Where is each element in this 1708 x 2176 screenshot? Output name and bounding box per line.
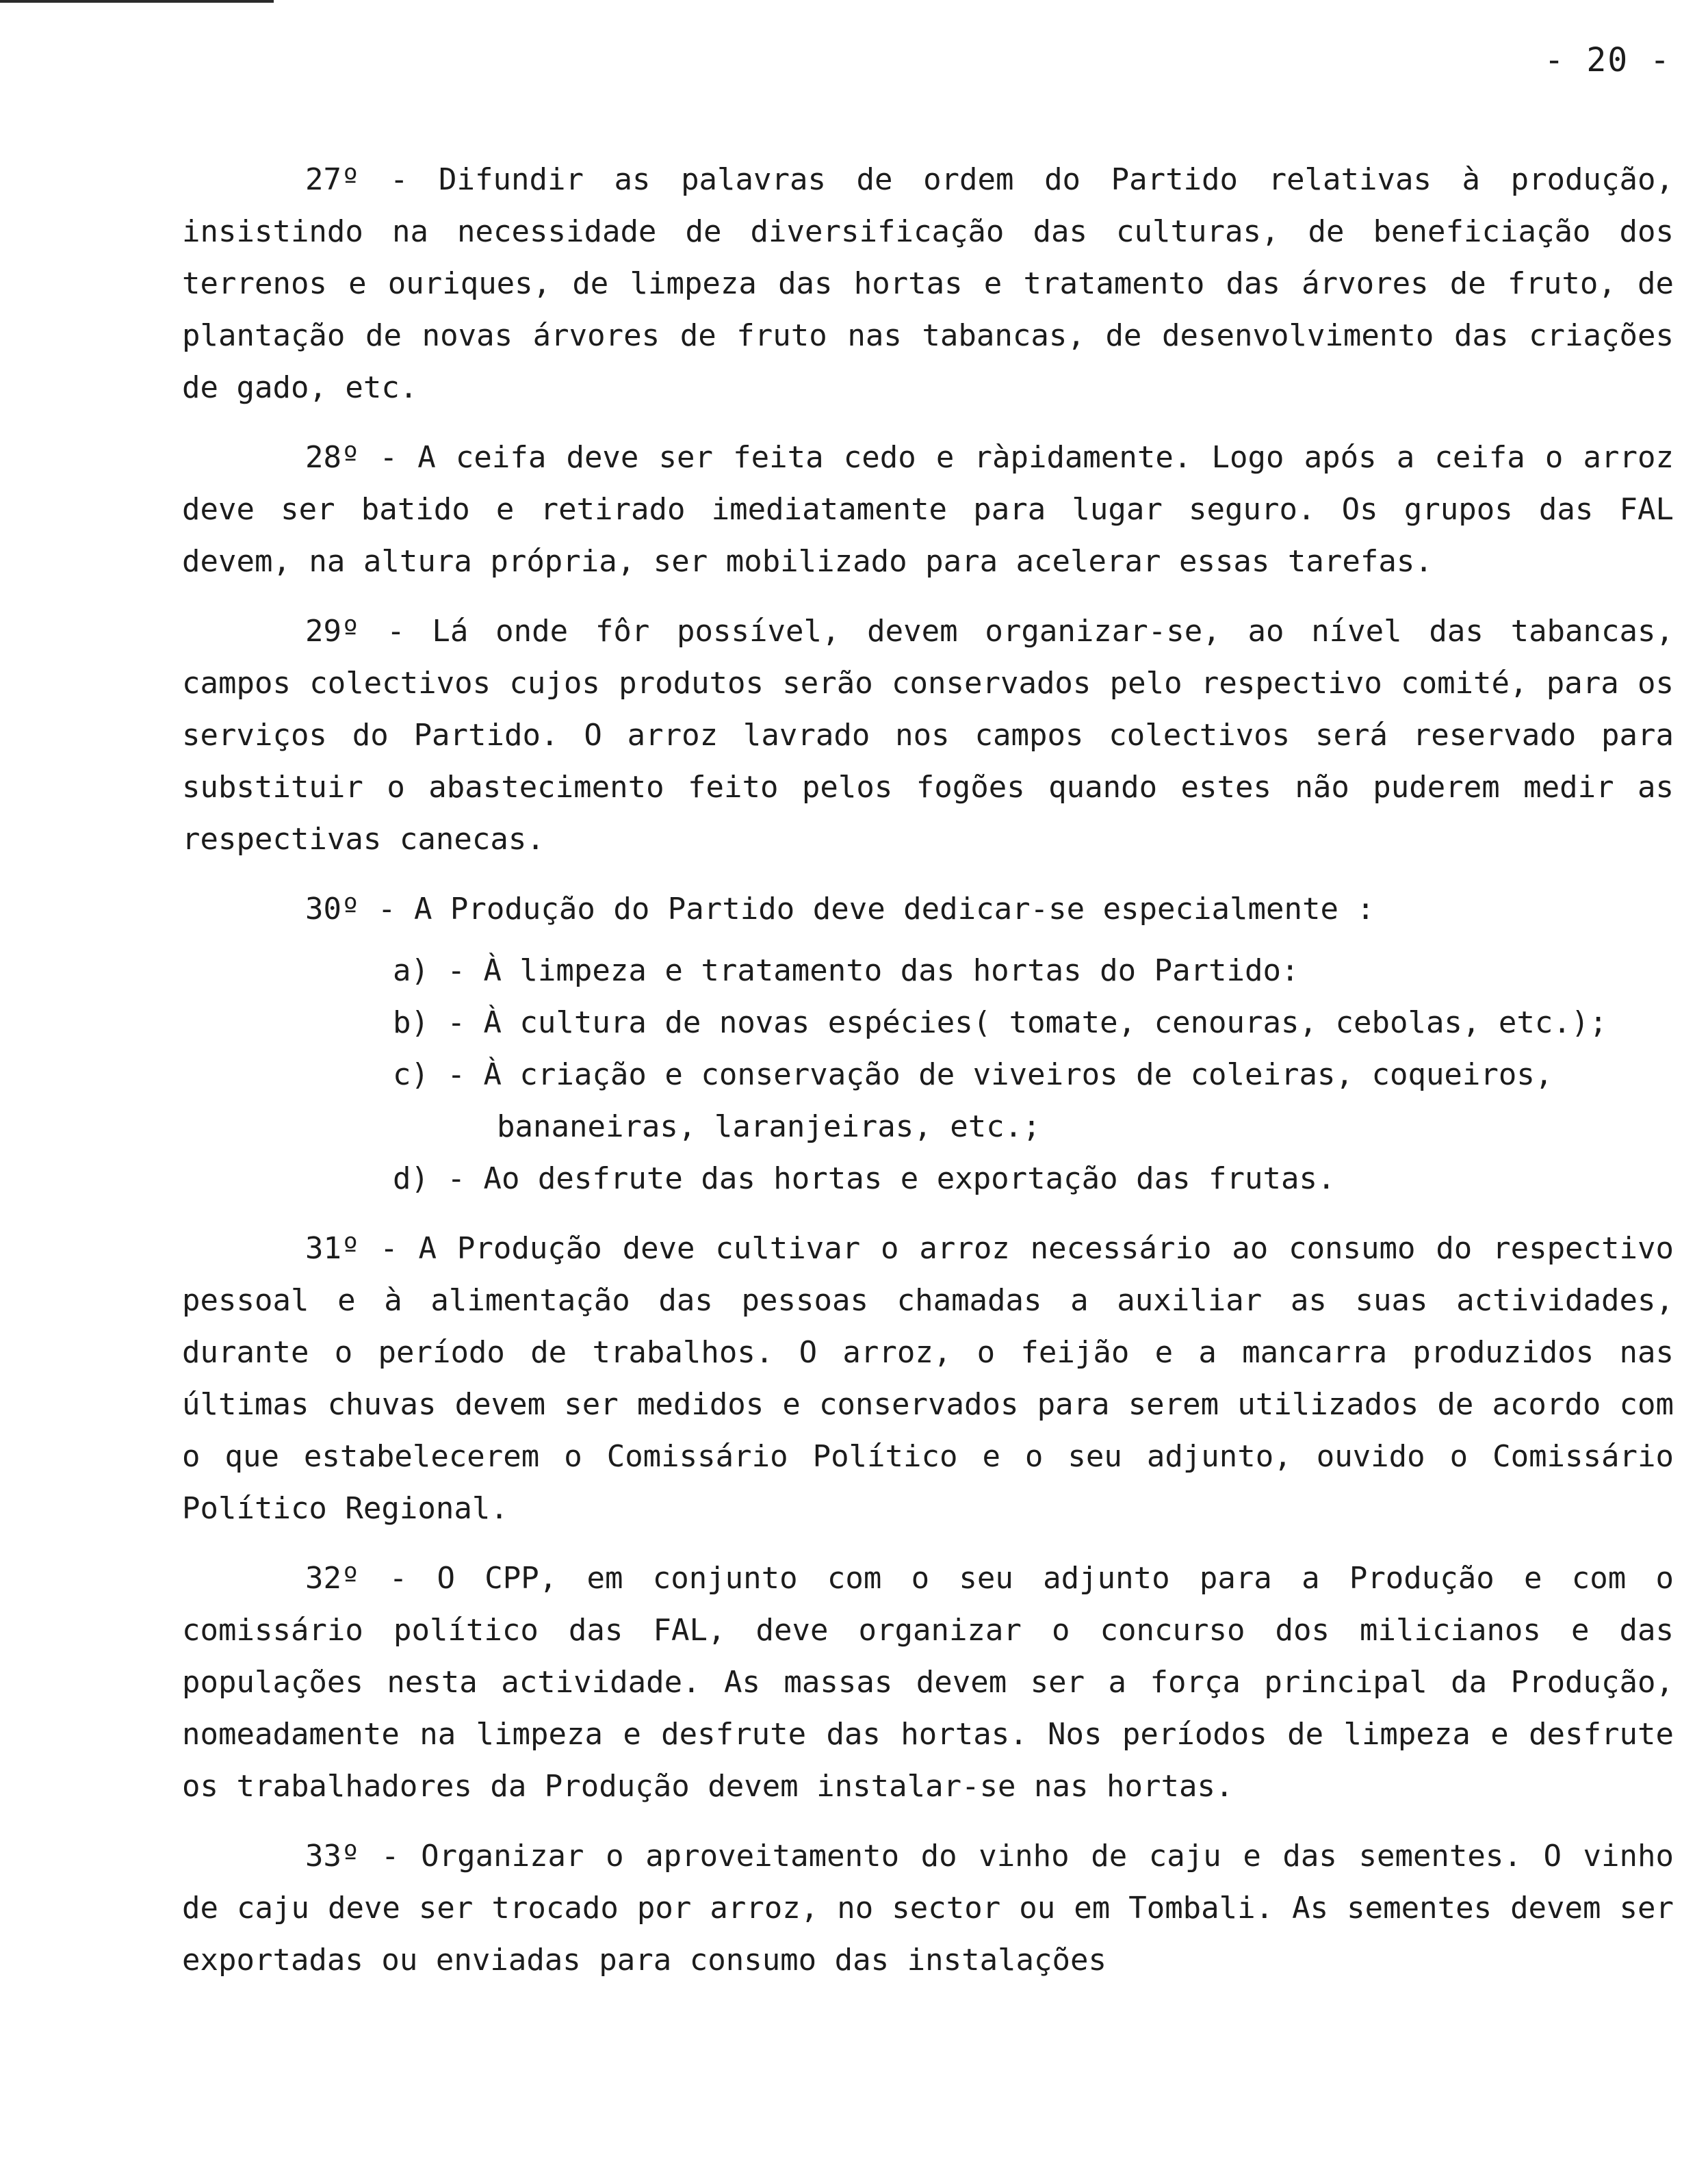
page-number: - 20 - xyxy=(1544,41,1671,79)
list-item-c: c) - À criação e conservação de viveiros de coleiras, coqueiros, bananeiras, laranjeiras, etc.; xyxy=(393,1057,1553,1144)
paragraph-33: 33º - Organizar o aproveitamento do vinho de caju e das sementes. O vinho de caju deve ser trocado por arroz, no sector ou em Tombali. As sementes devem ser exportadas ou enviadas para consumo das instalações xyxy=(182,1839,1674,1978)
paragraph-27: 27º - Difundir as palavras de ordem do Partido relativas à produção, insistindo na necessidade de diversificação das culturas, de beneficiação dos terrenos e ouriques, de limpeza das hortas e tratamento das árvores de fruto, de plantação de novas árvores de fruto nas tabancas, de desenvolvimento das criações de gado, etc. xyxy=(182,162,1674,405)
list-item-b: b) - À cultura de novas espécies( tomate, cenouras, cebolas, etc.); xyxy=(393,1005,1607,1040)
paragraph-32: 32º - O CPP, em conjunto com o seu adjunto para a Produção e com o comissário político das FAL, deve organizar o concurso dos milicianos e das populações nesta actividade. As massas devem ser a força principal da Produção, nomeadamente na limpeza e desfrute das hortas. Nos períodos de limpeza e desfrute os trabalhadores da Produção devem instalar-se nas hortas. xyxy=(182,1561,1674,1804)
top-rule xyxy=(0,0,274,3)
list-item-a: a) - À limpeza e tratamento das hortas do Partido: xyxy=(393,953,1299,988)
paragraph-30: 30º - A Produção do Partido deve dedicar-se especialmente : xyxy=(305,892,1375,927)
document-body xyxy=(182,154,1674,2004)
paragraph-31: 31º - A Produção deve cultivar o arroz necessário ao consumo do respectivo pessoal e à alimentação das pessoas chamadas a auxiliar as suas actividades, durante o período de trabalhos. O arroz, o feijão e a mancarra produzidos nas últimas chuvas devem ser medidos e conservados para serem utilizados de acordo com o que estabelecerem o Comissário Político e o seu adjunto, ouvido o Comissário Político Regional. xyxy=(182,1231,1674,1526)
paragraph-28: 28º - A ceifa deve ser feita cedo e ràpidamente. Logo após a ceifa o arroz deve ser batido e retirado imediatamente para lugar seguro. Os grupos das FAL devem, na altura própria, ser mobilizado para acelerar essas tarefas. xyxy=(182,440,1674,579)
paragraph-29: 29º - Lá onde fôr possível, devem organizar-se, ao nível das tabancas, campos colectivos cujos produtos serão conservados pelo respectivo comité, para os serviços do Partido. O arroz lavrado nos campos colectivos será reservado para substituir o abastecimento feito pelos fogões quando estes não puderem medir as respectivas canecas. xyxy=(182,614,1674,857)
paragraph-30-list xyxy=(182,945,1674,1205)
list-item-d: d) - Ao desfrute das hortas e exportação das frutas. xyxy=(393,1161,1336,1196)
